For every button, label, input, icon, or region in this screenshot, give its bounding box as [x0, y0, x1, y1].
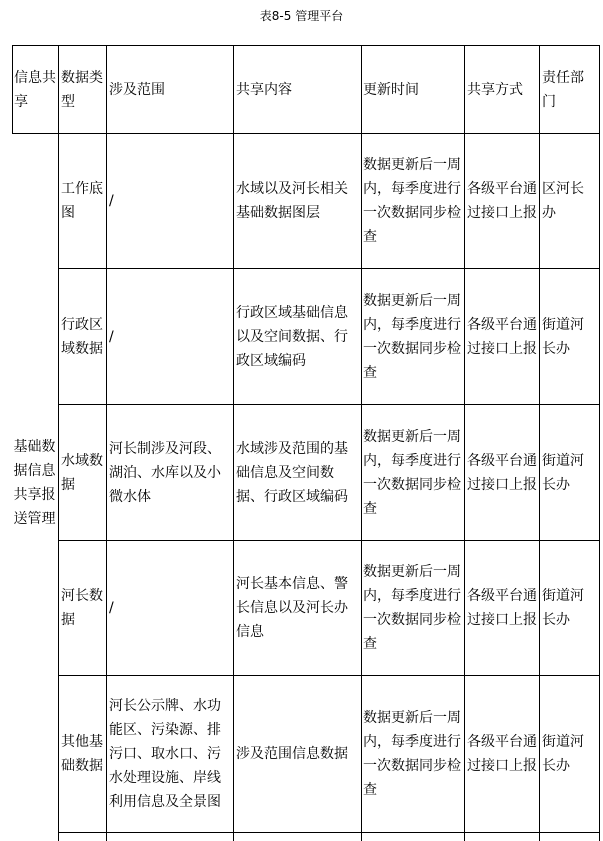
partial-cell-scope	[107, 833, 234, 841]
partial-cell-content	[234, 833, 362, 841]
table-header-row	[13, 46, 600, 134]
share-method-text: 各级平台通过接口上报	[467, 734, 537, 774]
scope-text: /	[109, 193, 114, 209]
cell-data-type	[59, 405, 107, 541]
header-cell-content	[234, 46, 362, 134]
group-label: 基础数据信息共享报送管理	[13, 439, 56, 528]
cell-update-time	[362, 269, 465, 405]
management-platform-table	[12, 45, 600, 841]
group-cell	[13, 134, 59, 833]
cell-department	[540, 269, 600, 405]
department-text: 街道河长办	[542, 734, 584, 774]
cell-data-type	[59, 269, 107, 405]
update-time-text: 数据更新后一周内，每季度进行一次数据同步检查	[363, 710, 461, 798]
share-method-text: 各级平台通过接口上报	[467, 452, 537, 493]
header-cell-share-method	[465, 46, 540, 134]
update-time-text: 数据更新后一周内，每季度进行一次数据同步检查	[363, 157, 461, 245]
cell-update-time	[362, 405, 465, 541]
partial-cell-share-method	[465, 833, 540, 841]
header-share-method-label: 共享方式	[467, 81, 523, 98]
partial-cell-data-type	[59, 833, 107, 841]
cell-scope	[107, 541, 234, 676]
cell-scope	[107, 269, 234, 405]
department-text: 街道河长办	[542, 316, 584, 357]
header-scope-label: 涉及范围	[109, 81, 165, 98]
scope-text: /	[109, 328, 114, 345]
cell-content	[234, 269, 362, 405]
cell-update-time	[362, 134, 465, 269]
cell-data-type	[59, 676, 107, 833]
cell-content	[234, 134, 362, 269]
table-row	[13, 676, 600, 833]
cell-update-time	[362, 541, 465, 676]
content-text: 涉及范围信息数据	[236, 746, 348, 762]
content-text: 水域涉及范围的基础信息及空间数据、行政区域编码	[236, 440, 348, 505]
data-type-text: 河长数据	[61, 588, 103, 628]
department-text: 街道河长办	[542, 452, 584, 493]
cell-content	[234, 541, 362, 676]
update-time-text: 数据更新后一周内，每季度进行一次数据同步检查	[363, 292, 461, 381]
table-caption: 表8-5 管理平台	[259, 9, 344, 23]
table-row	[13, 405, 600, 541]
header-content-label: 共享内容	[236, 81, 292, 98]
cell-content	[234, 676, 362, 833]
header-cell-data-type	[59, 46, 107, 134]
table-row	[13, 134, 600, 269]
scope-text: 河长制涉及河段、湖泊、水库以及小微水体	[109, 440, 221, 505]
content-text: 河长基本信息、警长信息以及河长办信息	[236, 576, 348, 640]
cell-share-method	[465, 134, 540, 269]
header-update-time-label: 更新时间	[363, 81, 419, 98]
content-text: 行政区域基础信息以及空间数据、行政区域编码	[236, 304, 348, 369]
share-method-text: 各级平台通过接口上报	[467, 316, 537, 357]
cell-share-method	[465, 405, 540, 541]
header-cell-department	[540, 46, 600, 134]
header-department-label: 责任部门	[542, 69, 584, 110]
data-type-text: 水域数据	[61, 452, 103, 493]
data-type-text: 行政区域数据	[61, 316, 103, 357]
department-text: 区河长办	[542, 181, 584, 221]
share-method-text: 各级平台通过接口上报	[467, 181, 537, 221]
header-cell-info-share	[13, 46, 59, 134]
table-row-partial	[13, 833, 600, 841]
cell-data-type	[59, 541, 107, 676]
update-time-text: 数据更新后一周内，每季度进行一次数据同步检查	[363, 428, 461, 517]
header-cell-update-time	[362, 46, 465, 134]
cell-share-method	[465, 676, 540, 833]
scope-text: 河长公示牌、水功能区、污染源、排污口、取水口、污水处理设施、岸线利用信息及全景图	[109, 698, 221, 810]
cell-scope	[107, 405, 234, 541]
header-data-type-label: 数据类型	[61, 69, 103, 110]
cell-department	[540, 134, 600, 269]
cell-share-method	[465, 541, 540, 676]
table-row	[13, 541, 600, 676]
partial-cell-group	[13, 833, 59, 841]
content-text: 水域以及河长相关基础数据图层	[236, 181, 348, 221]
cell-department	[540, 676, 600, 833]
scope-text: /	[109, 600, 114, 616]
cell-content	[234, 405, 362, 541]
header-cell-scope	[107, 46, 234, 134]
cell-share-method	[465, 269, 540, 405]
data-type-text: 其他基础数据	[61, 734, 103, 774]
cell-department	[540, 541, 600, 676]
update-time-text: 数据更新后一周内，每季度进行一次数据同步检查	[363, 564, 461, 652]
cell-data-type	[59, 134, 107, 269]
cell-department	[540, 405, 600, 541]
cell-scope	[107, 676, 234, 833]
share-method-text: 各级平台通过接口上报	[467, 588, 537, 628]
table-row	[13, 269, 600, 405]
data-type-text: 工作底图	[61, 181, 103, 221]
cell-update-time	[362, 676, 465, 833]
partial-cell-department	[540, 833, 600, 841]
department-text: 街道河长办	[542, 588, 584, 628]
partial-cell-update-time	[362, 833, 465, 841]
header-info-share-label: 信息共享	[14, 69, 56, 110]
cell-scope	[107, 134, 234, 269]
